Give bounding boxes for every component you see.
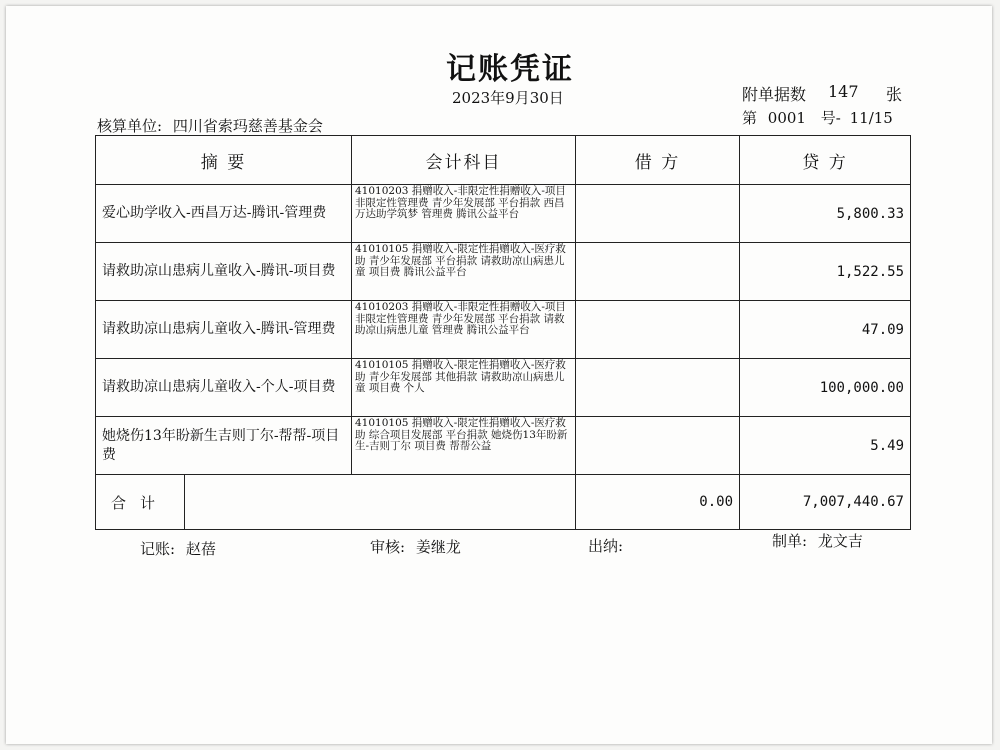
- reviewer-name: 姜继龙: [415, 538, 461, 556]
- row-summary: 爱心助学收入-西昌万达-腾讯-管理费: [96, 185, 352, 243]
- row-account: 41010105 捐赠收入-限定性捐赠收入-医疗救助 青少年发展部 平台捐款 请救助凉山病患儿童 项目费 腾讯公益平台: [352, 243, 576, 301]
- voucher-title: 记账凭证: [446, 52, 574, 87]
- row-account: 41010105 捐赠收入-限定性捐赠收入-医疗救助 综合项目发展部 平台捐款 她烧伤13年盼新生-吉则丁尔 项目费 帮帮公益: [352, 417, 576, 475]
- row-summary: 请救助凉山患病儿童收入-腾讯-项目费: [96, 243, 352, 301]
- voucher-no-prefix: 第: [742, 109, 758, 127]
- row-debit: [576, 417, 740, 475]
- table-row: [96, 359, 911, 417]
- row-credit: 1,522.55: [740, 243, 911, 301]
- row-debit: [576, 301, 740, 359]
- row-summary: 她烧伤13年盼新生吉则丁尔-帮帮-项目费: [96, 417, 352, 475]
- total-row: [96, 475, 911, 530]
- total-label: 合计: [96, 475, 185, 529]
- voucher-no: 0001: [767, 109, 806, 127]
- voucher-table: [95, 135, 911, 530]
- row-debit: [576, 185, 740, 243]
- row-summary: 请救助凉山患病儿童收入-个人-项目费: [96, 359, 352, 417]
- total-credit: 7,007,440.67: [740, 475, 911, 530]
- reviewer-label: 审核:: [370, 538, 406, 556]
- voucher-date: 2023年9月30日: [452, 89, 564, 107]
- unit-label: 核算单位:: [97, 117, 163, 135]
- voucher-no-suffix: 号-: [820, 109, 841, 127]
- row-debit: [576, 359, 740, 417]
- row-account: 41010105 捐赠收入-限定性捐赠收入-医疗救助 青少年发展部 其他捐款 请救助凉山病患儿童 项目费 个人: [352, 359, 576, 417]
- header-debit: 借 方: [576, 136, 740, 185]
- row-credit: 5.49: [740, 417, 911, 475]
- total-label-cell: [96, 475, 576, 530]
- bookkeeper: [140, 538, 216, 559]
- header-account: 会计科目: [352, 136, 576, 185]
- accounting-unit: [97, 115, 323, 136]
- row-credit: 47.09: [740, 301, 911, 359]
- table-row: [96, 301, 911, 359]
- attachments-unit: 张: [886, 85, 903, 104]
- voucher-page: 11/15: [849, 109, 893, 127]
- row-account: 41010203 捐赠收入-非限定性捐赠收入-项目非限定性管理费 青少年发展部 平台捐款 请救助凉山病患儿童 管理费 腾讯公益平台: [352, 301, 576, 359]
- row-credit: 100,000.00: [740, 359, 911, 417]
- table-row: [96, 417, 911, 475]
- voucher-number: [742, 107, 893, 128]
- row-account: 41010203 捐赠收入-非限定性捐赠收入-项目非限定性管理费 青少年发展部 平台捐款 西昌万达助学筑梦 管理费 腾讯公益平台: [352, 185, 576, 243]
- table-row: [96, 243, 911, 301]
- attachments-count: 147: [828, 82, 859, 101]
- table-header-row: [96, 136, 911, 185]
- preparer: [772, 530, 863, 551]
- total-blank: [185, 475, 575, 529]
- bookkeeper-label: 记账:: [140, 540, 176, 558]
- row-debit: [576, 243, 740, 301]
- preparer-label: 制单:: [772, 532, 808, 550]
- table-row: [96, 185, 911, 243]
- row-credit: 5,800.33: [740, 185, 911, 243]
- bookkeeper-name: 赵蓓: [185, 540, 216, 558]
- row-summary: 请救助凉山患病儿童收入-腾讯-管理费: [96, 301, 352, 359]
- header-summary: 摘 要: [96, 136, 352, 185]
- preparer-name: 龙文吉: [817, 532, 863, 550]
- reviewer: [370, 536, 461, 557]
- unit-name: 四川省索玛慈善基金会: [172, 117, 323, 135]
- header-credit: 贷 方: [740, 136, 911, 185]
- total-debit: 0.00: [576, 475, 740, 530]
- cashier-label: 出纳:: [588, 537, 624, 555]
- cashier: [588, 535, 629, 556]
- attachments-label: 附单据数: [742, 85, 807, 104]
